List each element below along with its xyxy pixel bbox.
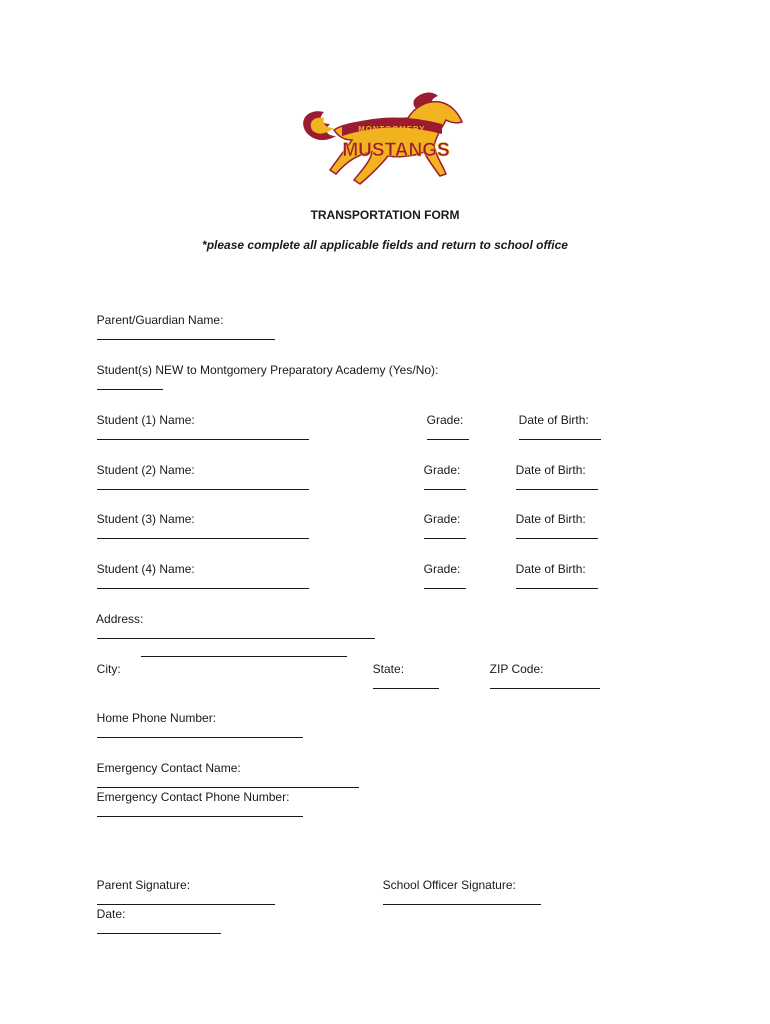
emergency-phone-row: [90, 773, 303, 821]
student-row: [90, 495, 309, 543]
student-1-grade: [420, 396, 469, 444]
date-row: [90, 890, 221, 938]
student-3-label: Student (3) Name:: [96, 512, 195, 526]
form-title: TRANSPORTATION FORM: [310, 208, 460, 222]
officer-signature-row: [376, 861, 541, 909]
logo-main-text: MUSTANGS: [342, 140, 450, 161]
student-1-dob-field[interactable]: [519, 428, 601, 440]
students-new-row: [90, 346, 438, 394]
parent-name-row: [90, 296, 275, 344]
city-field[interactable]: [141, 645, 347, 657]
grade-label: Grade:: [423, 512, 461, 526]
student-3-grade-field[interactable]: [424, 527, 466, 539]
student-4-dob-field[interactable]: [516, 577, 598, 589]
address-label: Address:: [96, 612, 144, 626]
grade-label: Grade:: [423, 463, 461, 477]
logo-top-text: MONTGOMERY: [358, 124, 426, 133]
form-instructions: *please complete all applicable fields and return to school office: [202, 238, 568, 252]
city-row: [90, 645, 121, 677]
student-3-dob: [509, 495, 598, 543]
student-3-dob-field[interactable]: [516, 527, 598, 539]
zip-field[interactable]: [490, 677, 600, 689]
emergency-phone-field[interactable]: [97, 805, 303, 817]
student-4-name-field[interactable]: [97, 577, 309, 589]
home-phone-row: [90, 694, 303, 742]
address-row: [90, 595, 375, 643]
zip-row: [483, 645, 600, 693]
state-label: State:: [372, 662, 405, 676]
emergency-phone-label: Emergency Contact Phone Number:: [96, 790, 290, 804]
student-2-dob: [509, 446, 598, 494]
student-row: [90, 446, 309, 494]
officer-signature-label: School Officer Signature:: [382, 878, 516, 892]
student-4-label: Student (4) Name:: [96, 562, 195, 576]
dob-label: Date of Birth:: [515, 562, 586, 576]
date-label: Date:: [96, 907, 126, 921]
emergency-name-label: Emergency Contact Name:: [96, 761, 241, 775]
address-field[interactable]: [97, 627, 375, 639]
dob-label: Date of Birth:: [515, 512, 586, 526]
student-2-name-field[interactable]: [97, 478, 309, 490]
zip-label: ZIP Code:: [489, 662, 544, 676]
student-4-dob: [509, 545, 598, 593]
grade-label: Grade:: [423, 562, 461, 576]
date-field[interactable]: [97, 922, 221, 934]
parent-name-field[interactable]: [97, 328, 275, 340]
mustangs-logo: [296, 90, 466, 196]
dob-label: Date of Birth:: [518, 413, 589, 427]
student-2-dob-field[interactable]: [516, 478, 598, 490]
student-3-grade: [417, 495, 466, 543]
parent-name-label: Parent/Guardian Name:: [96, 313, 224, 327]
student-3-name-field[interactable]: [97, 527, 309, 539]
student-1-dob: [512, 396, 601, 444]
city-label: City:: [96, 662, 121, 676]
student-2-grade-field[interactable]: [424, 478, 466, 490]
student-1-grade-field[interactable]: [427, 428, 469, 440]
student-2-grade: [417, 446, 466, 494]
officer-signature-field[interactable]: [383, 893, 541, 905]
grade-label: Grade:: [426, 413, 464, 427]
state-field[interactable]: [373, 677, 439, 689]
home-phone-field[interactable]: [97, 726, 303, 738]
parent-signature-label: Parent Signature:: [96, 878, 191, 892]
student-2-label: Student (2) Name:: [96, 463, 195, 477]
student-row: [90, 396, 309, 444]
student-1-name-field[interactable]: [97, 428, 309, 440]
students-new-field[interactable]: [97, 378, 163, 390]
state-row: [366, 645, 439, 693]
student-1-label: Student (1) Name:: [96, 413, 195, 427]
student-4-grade: [417, 545, 466, 593]
student-row: [90, 545, 309, 593]
home-phone-label: Home Phone Number:: [96, 711, 217, 725]
students-new-label: Student(s) NEW to Montgomery Preparatory Academy (Yes/No):: [96, 363, 439, 377]
dob-label: Date of Birth:: [515, 463, 586, 477]
student-4-grade-field[interactable]: [424, 577, 466, 589]
